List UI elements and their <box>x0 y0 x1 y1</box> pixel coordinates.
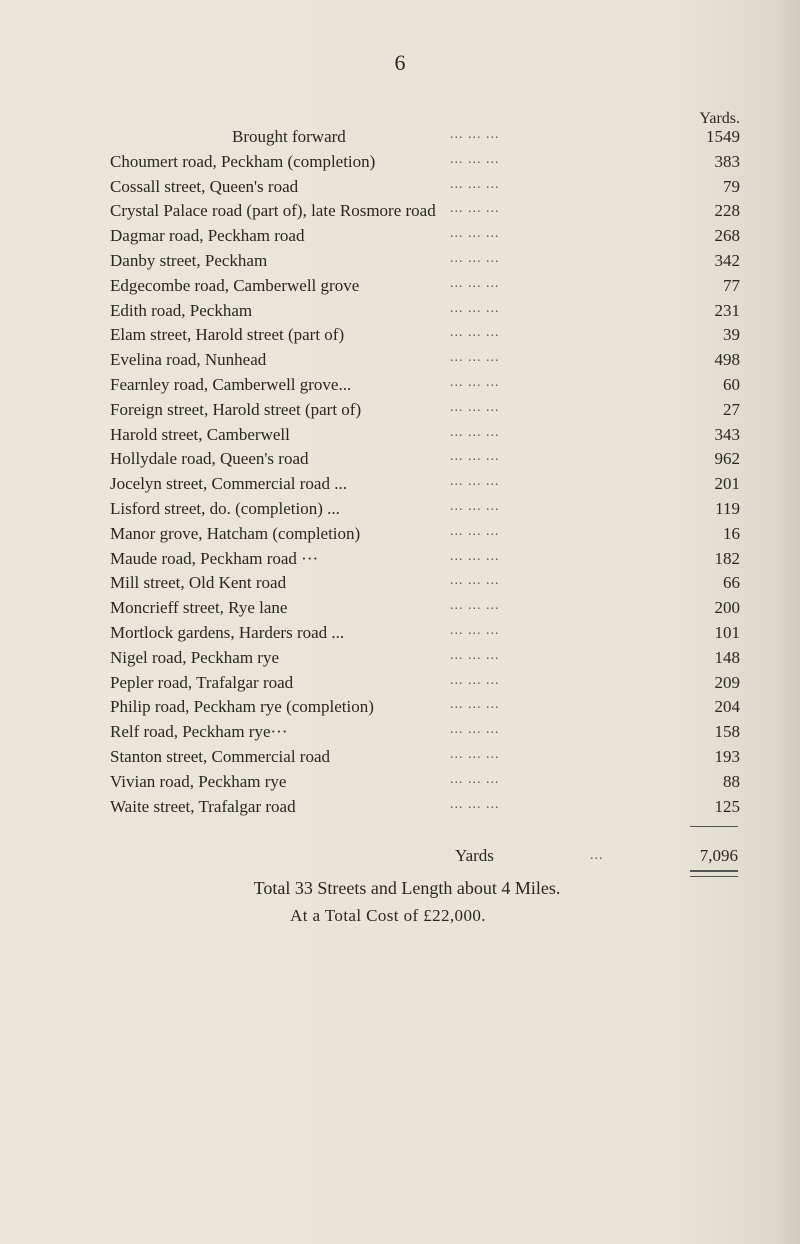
table-row <box>0 521 800 546</box>
row-value: 343 <box>714 424 740 444</box>
row-value: 60 <box>723 374 740 394</box>
row-label: Relf road, Peckham rye··· <box>110 722 288 742</box>
row-value: 119 <box>715 498 740 518</box>
row-leader: ... ... ... <box>450 201 500 217</box>
table-row <box>0 298 800 323</box>
table-row <box>0 174 800 199</box>
table-row <box>0 248 800 273</box>
row-leader: ... ... ... <box>450 250 500 266</box>
row-leader: ... ... ... <box>450 746 500 762</box>
row-leader: ... ... ... <box>450 548 500 564</box>
row-label: Evelina road, Nunhead <box>110 350 267 370</box>
row-leader: ... ... ... <box>450 151 500 167</box>
row-leader: ... ... ... <box>450 474 500 490</box>
row-label: Pepler road, Trafalgar road <box>110 672 294 692</box>
row-value: 204 <box>714 697 740 717</box>
row-label: Vivian road, Peckham rye <box>110 771 287 791</box>
table-row <box>0 794 800 819</box>
row-value: 228 <box>714 201 740 221</box>
table-row <box>0 719 800 744</box>
table-row <box>0 372 800 397</box>
row-value: 79 <box>723 176 740 196</box>
row-leader: ... ... ... <box>450 127 500 142</box>
table-row <box>0 422 800 447</box>
row-value: 77 <box>723 275 740 295</box>
row-label: Harold street, Camberwell <box>110 424 290 444</box>
summary-cost-text: At a Total Cost of £22,000. <box>290 906 486 925</box>
row-value: 383 <box>714 151 740 171</box>
yards-column-header: Yards. <box>699 110 740 127</box>
table-row <box>0 446 800 471</box>
table-row <box>0 397 800 422</box>
total-double-rule <box>690 870 738 877</box>
row-value: 342 <box>714 250 740 270</box>
row-value: 962 <box>714 449 740 469</box>
street-list <box>0 124 800 818</box>
table-row <box>0 273 800 298</box>
row-leader: ... ... ... <box>450 672 500 688</box>
row-value: 209 <box>714 672 740 692</box>
row-leader: ... ... ... <box>450 424 500 440</box>
row-label: Fearnley road, Camberwell grove... <box>110 374 352 394</box>
row-label: Edith road, Peckham <box>110 300 253 320</box>
table-row <box>0 471 800 496</box>
subtotal-rule <box>690 826 738 827</box>
row-label: Brought forward <box>232 127 346 146</box>
row-label: Mortlock gardens, Harders road ... <box>110 622 345 642</box>
row-label: Foreign street, Harold street (part of) <box>110 399 362 419</box>
table-row <box>0 595 800 620</box>
row-label: Nigel road, Peckham rye <box>110 647 279 667</box>
row-label: Elam street, Harold street (part of) <box>110 325 345 345</box>
row-label: Crystal Palace road (part of), late Rosmore road <box>110 201 436 221</box>
row-value: 66 <box>723 573 740 593</box>
row-value: 193 <box>714 746 740 766</box>
row-value: 201 <box>714 474 740 494</box>
row-value: 1549 <box>706 127 740 146</box>
table-row <box>0 570 800 595</box>
row-leader: ... ... ... <box>450 350 500 366</box>
row-leader: ... ... ... <box>450 722 500 738</box>
row-value: 158 <box>714 722 740 742</box>
row-leader: ... ... ... <box>450 226 500 242</box>
total-leader: ... <box>590 848 604 863</box>
table-row <box>0 198 800 223</box>
row-leader: ... ... ... <box>450 176 500 192</box>
row-leader: ... ... ... <box>450 325 500 341</box>
row-value: 16 <box>723 523 740 543</box>
row-leader: ... ... ... <box>450 573 500 589</box>
row-label: Moncrieff street, Rye lane <box>110 598 288 618</box>
row-value: 498 <box>714 350 740 370</box>
row-label: Maude road, Peckham road ··· <box>110 548 319 568</box>
table-row <box>0 347 800 372</box>
row-leader: ... ... ... <box>450 374 500 390</box>
row-label: Stanton street, Commercial road <box>110 746 330 766</box>
row-leader: ... ... ... <box>450 697 500 713</box>
table-row <box>0 322 800 347</box>
row-leader: ... ... ... <box>450 399 500 415</box>
row-value: 148 <box>714 647 740 667</box>
row-label: Edgecombe road, Camberwell grove <box>110 275 360 295</box>
row-label: Mill street, Old Kent road <box>110 573 287 593</box>
row-value: 231 <box>714 300 740 320</box>
row-label: Choumert road, Peckham (completion) <box>110 151 376 171</box>
row-value: 182 <box>714 548 740 568</box>
row-label: Lisford street, do. (completion) ... <box>110 498 340 518</box>
row-label: Danby street, Peckham <box>110 250 268 270</box>
table-row <box>0 620 800 645</box>
row-label: Dagmar road, Peckham road <box>110 226 305 246</box>
table-row <box>0 769 800 794</box>
row-label: Hollydale road, Queen's road <box>110 449 309 469</box>
row-leader: ... ... ... <box>450 300 500 316</box>
brought-forward-row <box>0 124 800 149</box>
row-leader: ... ... ... <box>450 647 500 663</box>
page-number: 6 <box>394 50 406 75</box>
row-leader: ... ... ... <box>450 622 500 638</box>
row-leader: ... ... ... <box>450 796 500 812</box>
row-leader: ... ... ... <box>450 771 500 787</box>
row-label: Waite street, Trafalgar road <box>110 796 296 816</box>
total-value: 7,096 <box>699 846 738 865</box>
row-value: 88 <box>723 771 740 791</box>
summary-streets <box>0 878 800 899</box>
row-leader: ... ... ... <box>450 523 500 539</box>
row-label: Jocelyn street, Commercial road ... <box>110 474 347 494</box>
summary-cost <box>0 906 800 926</box>
table-row <box>0 223 800 248</box>
table-row <box>0 694 800 719</box>
summary-streets-text: Total 33 Streets and Length about 4 Miles. <box>253 878 561 898</box>
row-label: Manor grove, Hatcham (completion) <box>110 523 361 543</box>
table-row <box>0 149 800 174</box>
row-leader: ... ... ... <box>450 275 500 291</box>
row-value: 101 <box>714 622 740 642</box>
row-leader: ... ... ... <box>450 498 500 514</box>
row-value: 200 <box>714 598 740 618</box>
row-value: 27 <box>723 399 740 419</box>
row-value: 268 <box>714 226 740 246</box>
row-leader: ... ... ... <box>450 598 500 614</box>
row-value: 39 <box>723 325 740 345</box>
row-value: 125 <box>714 796 740 816</box>
table-row <box>0 670 800 695</box>
row-label: Cossall street, Queen's road <box>110 176 299 196</box>
row-label: Philip road, Peckham rye (completion) <box>110 697 374 717</box>
table-row <box>0 496 800 521</box>
table-row <box>0 546 800 571</box>
total-label: Yards <box>455 846 494 865</box>
table-row <box>0 645 800 670</box>
table-row <box>0 744 800 769</box>
row-leader: ... ... ... <box>450 449 500 465</box>
